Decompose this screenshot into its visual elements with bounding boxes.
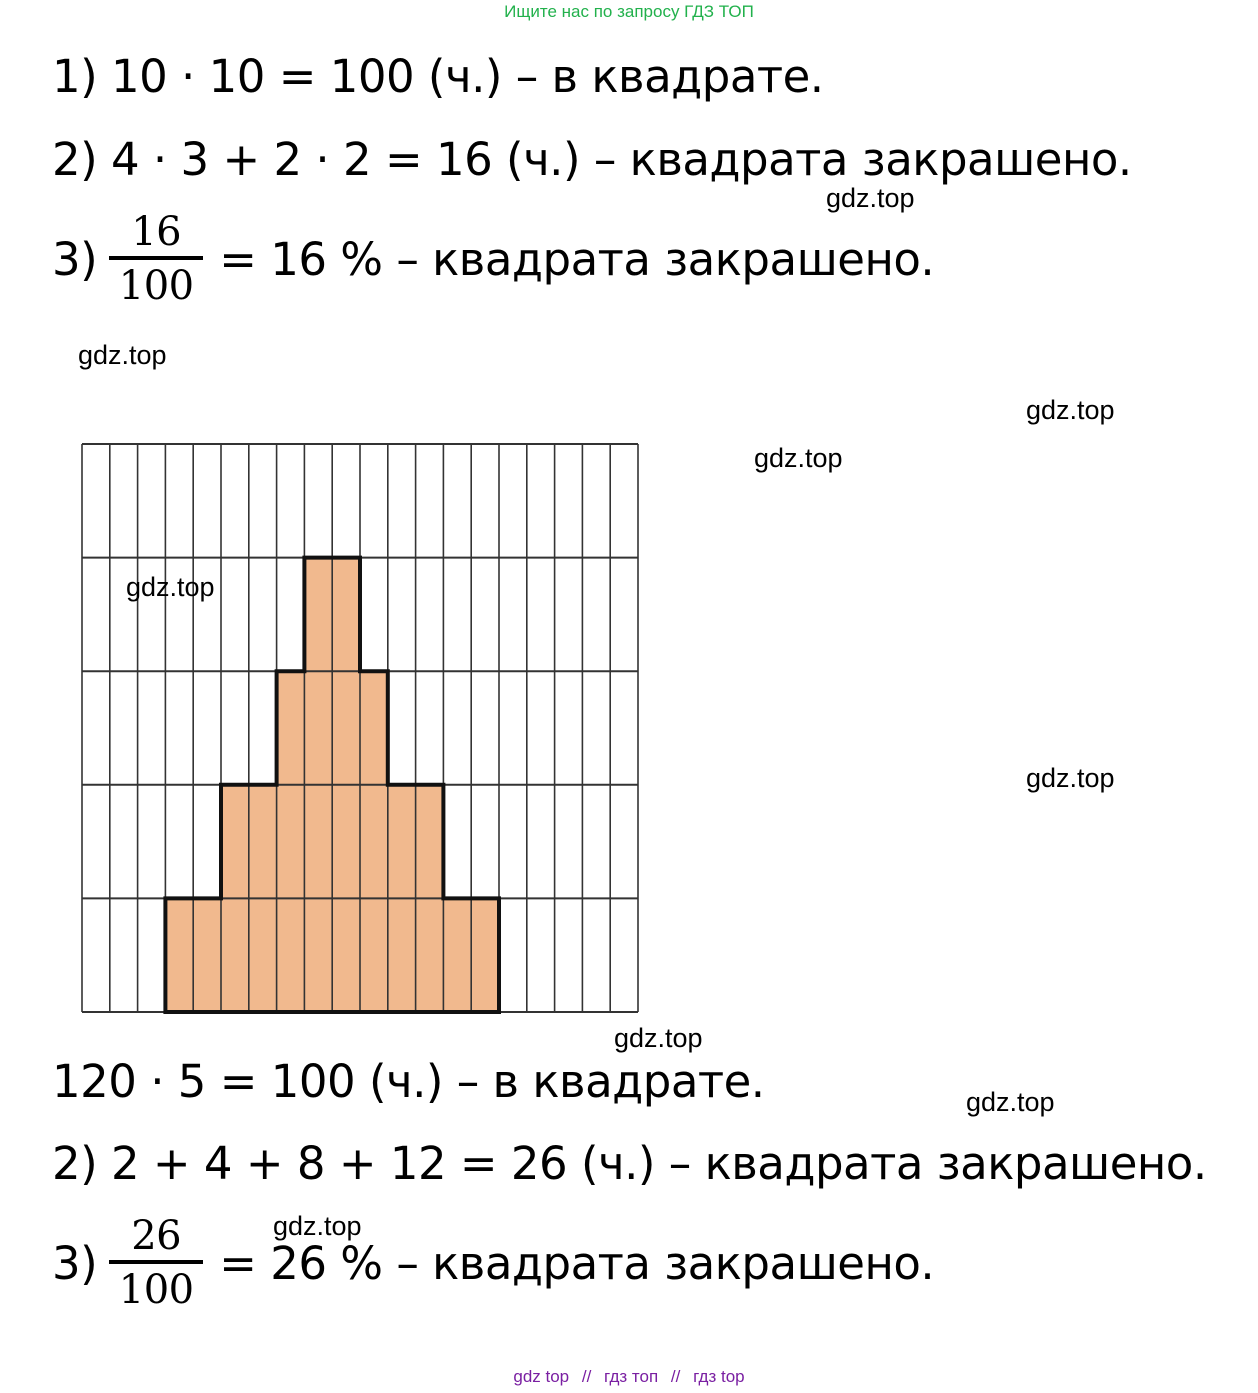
watermark: gdz.top <box>754 443 843 473</box>
footer-separator: // <box>581 1367 592 1386</box>
fraction-denominator: 100 <box>118 263 194 309</box>
step3-label: 3) <box>52 1236 98 1290</box>
footer-separator: // <box>670 1367 681 1386</box>
watermark: gdz.top <box>826 183 915 213</box>
watermark: gdz.top <box>78 340 167 370</box>
footer-link[interactable]: gdz top <box>513 1367 570 1386</box>
watermark: gdz.top <box>273 1211 362 1241</box>
fraction-denominator: 100 <box>118 1267 194 1313</box>
search-hint-banner: Ищите нас по запросу ГДЗ ТОП <box>504 2 754 21</box>
watermark: gdz.top <box>966 1087 1055 1117</box>
watermark: gdz.top <box>1026 395 1115 425</box>
footer-links <box>0 1367 1258 1387</box>
fraction <box>109 209 203 309</box>
part1-step2: 2) 4 · 3 + 2 · 2 = 16 (ч.) – квадрата закрашено. <box>52 133 1132 186</box>
step3-label: 3) <box>52 232 98 286</box>
shaded-grid-figure <box>76 440 646 1018</box>
part2-step3 <box>52 1213 935 1313</box>
footer-link[interactable]: гдз топ <box>604 1367 659 1386</box>
footer-link[interactable]: гдз top <box>693 1367 745 1386</box>
watermark: gdz.top <box>126 572 215 602</box>
part2-step1: 120 · 5 = 100 (ч.) – в квадрате. <box>52 1055 765 1108</box>
part2-step2: 2) 2 + 4 + 8 + 12 = 26 (ч.) – квадрата закрашено. <box>52 1137 1207 1190</box>
fraction-numerator: 26 <box>131 1213 182 1259</box>
watermark: gdz.top <box>1026 763 1115 793</box>
watermark: gdz.top <box>614 1023 703 1053</box>
fraction <box>109 1213 203 1313</box>
fraction-numerator: 16 <box>131 209 182 255</box>
part1-step1: 1) 10 · 10 = 100 (ч.) – в квадрате. <box>52 50 824 103</box>
part1-step3 <box>52 209 935 309</box>
step3-result: = 26 % – квадрата закрашено. <box>219 1236 935 1290</box>
step3-result: = 16 % – квадрата закрашено. <box>219 232 935 286</box>
